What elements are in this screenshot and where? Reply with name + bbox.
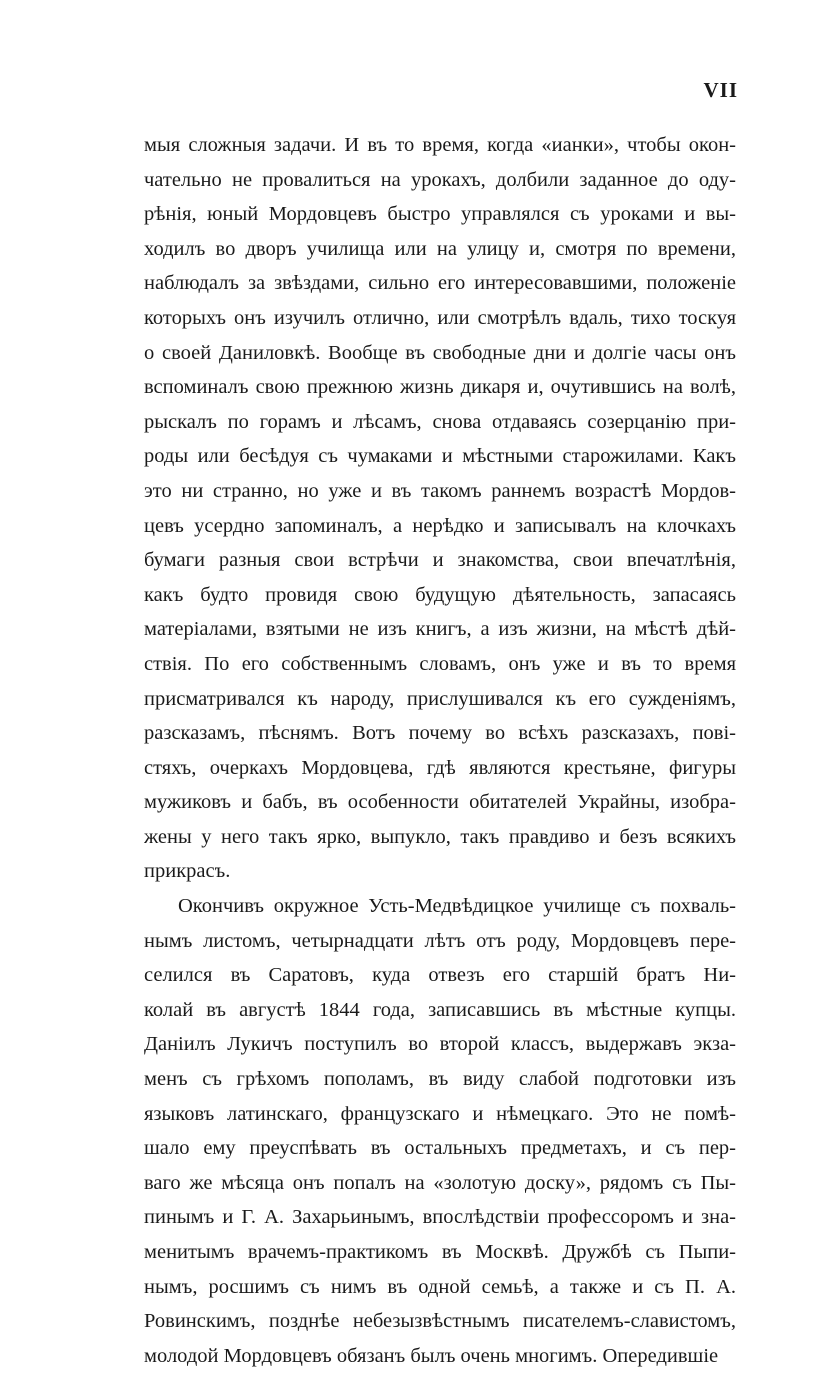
text-line: мыя сложныя задачи. И въ то время, когда «ианки», чтобы окон- [144, 134, 736, 156]
text-line: о своей Даниловкѣ. Вообще въ свободные дни и долгіе часы онъ [144, 341, 736, 364]
text-line: нымъ, росшимъ съ нимъ въ одной семьѣ, а также и съ П. А. [144, 1275, 736, 1298]
text-line: чательно не провалиться на урокахъ, долбили заданное до оду- [144, 168, 736, 191]
text-line: наблюдалъ за звѣздами, сильно его интересовавшими, положеніе [144, 272, 736, 295]
text-line: рыскалъ по горамъ и лѣсамъ, снова отдаваясь созерцанію при- [144, 410, 736, 433]
text-line: цевъ усердно запоминалъ, а нерѣдко и записывалъ на клочкахъ [144, 514, 736, 537]
text-line: жены у него такъ ярко, выпукло, такъ правдиво и безъ всякихъ [144, 825, 736, 848]
text-line: Окончивъ окружное Усть-Медвѣдицкое училище съ похваль- [178, 895, 736, 918]
text-line: роды или бесѣдуя съ чумаками и мѣстными старожилами. Какъ [144, 445, 736, 468]
text-line: Даніилъ Лукичъ поступилъ во второй классъ, выдержавъ экза- [144, 1033, 736, 1056]
paragraph [144, 889, 736, 1373]
text-line: селился въ Саратовъ, куда отвезъ его старшій братъ Ни- [144, 964, 736, 987]
text-line: рѣнія, юный Мордовцевъ быстро управлялся съ уроками и вы- [144, 203, 736, 226]
text-line: мужиковъ и бабъ, въ особенности обитателей Украйны, изобра- [144, 791, 736, 814]
text-line: это ни странно, но уже и въ такомъ раннемъ возрастѣ Мордов- [144, 479, 736, 502]
text-line: менитымъ врачемъ-практикомъ въ Москвѣ. Дружбѣ съ Пыпи- [144, 1241, 736, 1263]
text-line: Ровинскимъ, позднѣе небезызвѣстнымъ писателемъ-славистомъ, [144, 1310, 736, 1333]
text-line: пинымъ и Г. А. Захарьинымъ, впослѣдствіи профессоромъ и зна- [144, 1206, 736, 1229]
text-line: колай въ августѣ 1844 года, записавшись въ мѣстные купцы. [144, 998, 736, 1021]
text-line: менъ съ грѣхомъ пополамъ, въ виду слабой подготовки изъ [144, 1068, 736, 1091]
text-line: которыхъ онъ изучилъ отлично, или смотрѣлъ вдаль, тихо тоскуя [144, 306, 736, 329]
text-line: бумаги разныя свои встрѣчи и знакомства, свои впечатлѣнія, [144, 549, 736, 572]
text-line: прикрасъ. [144, 860, 231, 883]
text-line: языковъ латинскаго, французскаго и нѣмецкаго. Это не помѣ- [144, 1102, 736, 1125]
paragraph [144, 128, 736, 889]
text-line: молодой Мордовцевъ обязанъ былъ очень многимъ. Опередившіе [144, 1344, 719, 1367]
text-line: стяхъ, очеркахъ Мордовцева, гдѣ являются крестьяне, фигуры [144, 756, 736, 779]
text-line: какъ будто провидя свою будущую дѣятельность, запасаясь [144, 583, 736, 606]
text-line: разсказамъ, пѣснямъ. Вотъ почему во всѣхъ разсказахъ, пові- [144, 722, 736, 745]
body-text [144, 128, 736, 1373]
text-line: шало ему преуспѣвать въ остальныхъ предметахъ, и съ пер- [144, 1137, 736, 1160]
text-line: нымъ листомъ, четырнадцати лѣтъ отъ роду, Мордовцевъ пере- [144, 929, 736, 952]
page-number: VII [703, 78, 738, 102]
text-line: ходилъ во дворъ училища или на улицу и, смотря по времени, [144, 237, 736, 260]
text-line: вспоминалъ свою прежнюю жизнь дикаря и, очутившись на волѣ, [144, 376, 736, 399]
text-line: ваго же мѣсяца онъ попалъ на «золотую доску», рядомъ съ Пы- [144, 1171, 736, 1194]
text-line: присматривался къ народу, прислушивался къ его сужденіямъ, [144, 687, 736, 710]
text-line: ствія. По его собственнымъ словамъ, онъ уже и въ то время [144, 652, 736, 675]
text-line: матеріалами, взятыми не изъ книгъ, а изъ жизни, на мѣстѣ дѣй- [144, 618, 736, 641]
